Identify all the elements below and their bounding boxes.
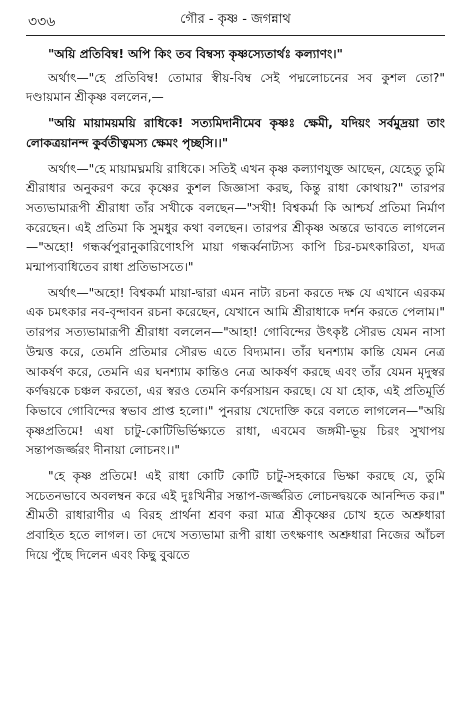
sanskrit-verse: "অয়ি মায়াময়ময়ি রাধিকে! সত্যমিদানীমেব কৃষ্ণঃ ক্ষেমী, যদিয়ং সর্বমুদ্রয়া তাং লোকত্রয়ানন্দ কুর্বতীত্বমস্য ক্ষেমং পৃচ্ছসি।।": [26, 116, 445, 150]
running-title: গৌর - কৃষ্ণ - জগন্নাথ: [180, 12, 291, 27]
page-header: [26, 8, 445, 32]
page-number: ৩৩৬: [28, 14, 56, 30]
sanskrit-verse: "অয়ি প্রতিবিম্ব! অপি কিং তব বিম্বস্য কৃষ্ণস্যেতার্থঃ কল্যাণং।": [48, 47, 343, 61]
translation-paragraph: অর্থাৎ—"অহো! বিশ্বকর্মা মায়া-দ্বারা এমন নাট্য রচনা করতে দক্ষ যে এখানে এরকম এক চমৎকার নব-বৃন্দাবন রচনা করেছেন, যেখানে আমি শ্রীরাধাকে দর্শন করতে পেলাম।" তারপর সত্যভামারূপী শ্রীরাধা বললেন—"আহা! গোবিন্দের উৎকৃষ্ট সৌরভ যেমন নাসা উন্মত্ত করে, তেমনি প্রতিমার সৌরভ এতে বিদ্যমান। তাঁর ঘনশ্যাম কান্তি যেমন নেত্র আকর্ষণ করে, তেমনি এর ঘনশ্যাম কান্তিও নেত্র আকর্ষণ করছে এবং তাঁর যেমন মৃদুস্বর কর্ণদ্বয়কে চঞ্চল করতো, এর স্বরও তেমনি কর্ণরসায়ন করছে। যে যা হোক, এই প্রতিমূর্তি কিভাবে গোবিন্দের স্বভাব প্রাপ্ত হলো।" পুনরায় খেদোক্তি করে বলতে লাগলেন—"অয়ি কৃষ্ণপ্রতিমে! এষা চাটু-কোটিভির্ভিক্ষ্যতে রাধা, এবমেব জঙ্গমী-ভূয় চিরং সুখাপয় সন্তাপজর্জ্জরং দীনায়া লোচনং।।": [26, 285, 445, 458]
header-rule: [26, 35, 445, 36]
translation-paragraph: অর্থাৎ—"হে প্রতিবিম্ব! তোমার স্বীয়-বিম্ব সেই পদ্মলোচনের সব কুশল তো?" দণ্ডায়মান শ্রীকৃষ্ণ বললেন,—: [26, 70, 445, 105]
translation-paragraph: "হে কৃষ্ণ প্রতিমে! এই রাধা কোটি কোটি চাটু-সহকারে ভিক্ষা করছে যে, তুমি সচেতনভাবে অবলম্বন করে এই দুঃখিনীর সন্তাপ-জর্জ্জরিত লোচনদ্বয়কে আনন্দিত কর।" শ্রীমতী রাধারাণীর এ বিরহ প্রার্থনা শ্রবণ করা মাত্র শ্রীকৃষ্ণের চোখ হতে অশ্রুধারা প্রবাহিত হতে লাগল। তা দেখে সত্যভামা রূপী রাধা তৎক্ষণাৎ অশ্রুধারা নিজের আঁচল দিয়ে পুঁছে দিলেন এবং কিছু বুঝতে: [26, 469, 445, 562]
translation-paragraph: অর্থাৎ—"হে মায়ামঘ্নময়ি রাধিকে। সতিই এখন কৃষ্ণ কল্যাণযুক্ত আছেন, যেহেতু তুমি শ্রীরাধার অনুকরণ করে কৃষ্ণের কুশল জিজ্ঞাসা করছ, কিন্তু রাধা কোথায়?" তারপর সত্যভামারূপী শ্রীরাধা তাঁর সখীকে বলছেন—"সখী! বিশ্বকর্মা কি আশ্চর্য প্রতিমা নির্মাণ করেছেন। এই প্রতিমা কি সুমধুর কথা বলছেন। তারপর শ্রীকৃষ্ণ অন্তরে ভাবতে লাগলেন—"অহো! গন্ধর্ব্বপুরানুকারিণোঽপি মায়া গন্ধর্ব্বনাট্যস্য কাপি চির-চমৎকারিতা, যদত্র মন্মাপ্যবাধিতেব রাধা প্রতিভাসতে।": [26, 161, 445, 275]
